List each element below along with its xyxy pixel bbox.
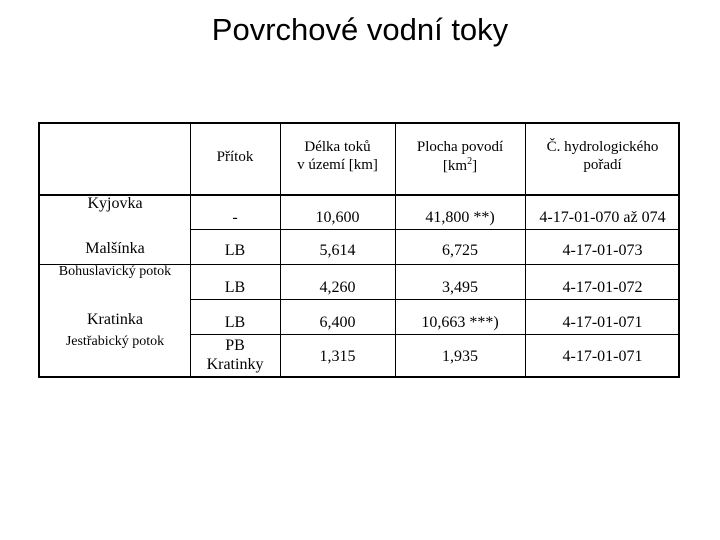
table-cell: 6,400: [319, 314, 356, 331]
table-cell: 6,725: [442, 242, 478, 259]
row-divider: [190, 229, 678, 230]
header-delka-toku: Délka toků v území [km]: [297, 139, 378, 173]
row-divider: [190, 334, 678, 335]
table-cell: 3,495: [442, 279, 478, 296]
header-hydrologicke-poradi: Č. hydrologického pořadí: [546, 139, 659, 173]
table-cell: PB Kratinky: [206, 337, 264, 374]
table-cell: 4-17-01-072: [562, 279, 643, 296]
table-cell: 1,935: [442, 348, 478, 365]
table-cell: LB: [224, 314, 246, 331]
row-name-jestrabicky-potok: Jestřabický potok: [65, 334, 165, 349]
table-cell: 10,663 ***): [421, 314, 499, 331]
table-cell: 4,260: [319, 279, 356, 296]
table-cell: 5,614: [319, 242, 356, 259]
page-title: Povrchové vodní toky: [211, 12, 509, 47]
water-streams-table: [38, 122, 680, 378]
table-cell: 4-17-01-070 až 074: [539, 209, 666, 226]
table-cell: LB: [224, 242, 246, 259]
table-cell: 4-17-01-071: [562, 348, 643, 365]
table-cell: 4-17-01-073: [562, 242, 643, 259]
table-cell: 4-17-01-071: [562, 314, 643, 331]
row-name-kratinka: Kratinka: [87, 311, 143, 328]
table-cell: 41,800 **): [425, 209, 495, 226]
table-cell: LB: [224, 279, 246, 296]
table-cell: -: [232, 209, 238, 226]
header-plocha-povodi: Plocha povodí $[km^2]$: [416, 139, 504, 174]
table-cell: 10,600: [315, 209, 360, 226]
row-name-kyjovka: Kyjovka: [87, 195, 143, 212]
header-pritok: Přítok: [216, 149, 254, 165]
table-cell: 1,315: [319, 348, 356, 365]
row-name-malsinka: Malšínka: [85, 240, 145, 257]
row-name-bohuslavicky-potok: Bohuslavický potok: [58, 264, 172, 279]
row-divider: [190, 299, 678, 300]
